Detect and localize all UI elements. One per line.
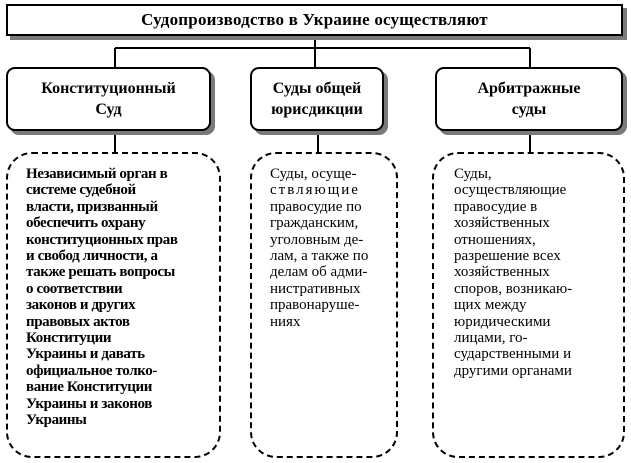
desc-line: конституционных прав [26,231,178,248]
desc-line: юридическими [454,313,551,330]
constitutional-court-box [6,67,211,131]
desc-line: также решать вопросы [26,264,175,281]
desc-line: Украины и давать [26,346,145,363]
desc-line: Конституции [26,330,112,347]
arbitration-courts-heading-line1: Арбитражные [477,80,581,97]
diagram-title-text: Судопроизводство в Украине осуществляют [141,10,488,29]
desc-line: о соответствии [26,280,123,297]
desc-line: ниях [270,313,301,330]
constitutional-court-description [6,152,221,458]
desc-line: и свобод личности, а [26,248,158,265]
desc-line: ствляющие [270,182,360,199]
desc-line: системе судебной [26,182,136,199]
desc-line: правосудие в [454,198,538,215]
desc-line: законов и других [26,297,136,314]
desc-line: Суды, [454,166,492,182]
desc-line: Суды, осуще- [270,166,357,182]
diagram-title [6,4,623,36]
desc-line: отношениях, [454,231,536,248]
arbitration-courts-box [435,67,623,131]
desc-line: правонаруше- [270,297,360,314]
desc-line: Украины [26,412,87,429]
desc-line: уголовным де- [270,231,364,248]
general-courts-heading-line2: юрисдикции [271,101,363,118]
constitutional-court-heading-line2: Суд [95,101,122,118]
arbitration-courts-description [432,152,625,458]
general-courts-description [250,152,398,458]
desc-line: Независимый орган в [26,166,168,182]
general-courts-box [250,67,384,131]
desc-line: хозяйственных [454,215,550,232]
desc-line: щих между [454,297,527,314]
arbitration-courts-heading-line2: суды [511,101,547,118]
desc-line: нистративных [270,280,361,297]
desc-line: правосудие по [270,198,362,215]
desc-line: другими органами [454,362,572,379]
desc-line: власти, призванный [26,198,158,215]
desc-line: споров, возникаю- [454,280,573,297]
desc-line: лицами, го- [454,330,528,347]
desc-line: официальное толко- [26,362,157,379]
general-courts-heading-line1: Суды общей [272,80,362,97]
desc-line: обеспечить охрану [26,215,146,232]
constitutional-court-heading-line1: Конституционный [41,80,176,97]
desc-line: осуществляющие [454,182,567,199]
desc-line: лам, а также по [270,248,369,265]
desc-line: хозяйственных [454,264,550,281]
desc-line: правовых актов [26,313,130,330]
desc-line: Украины и законов [26,395,152,412]
desc-line: вание Конституции [26,379,153,396]
desc-line: сударственными и [454,346,572,363]
desc-line: разрешение всех [454,248,561,265]
desc-line: делам об адми- [270,264,368,281]
desc-line: гражданским, [270,215,359,232]
